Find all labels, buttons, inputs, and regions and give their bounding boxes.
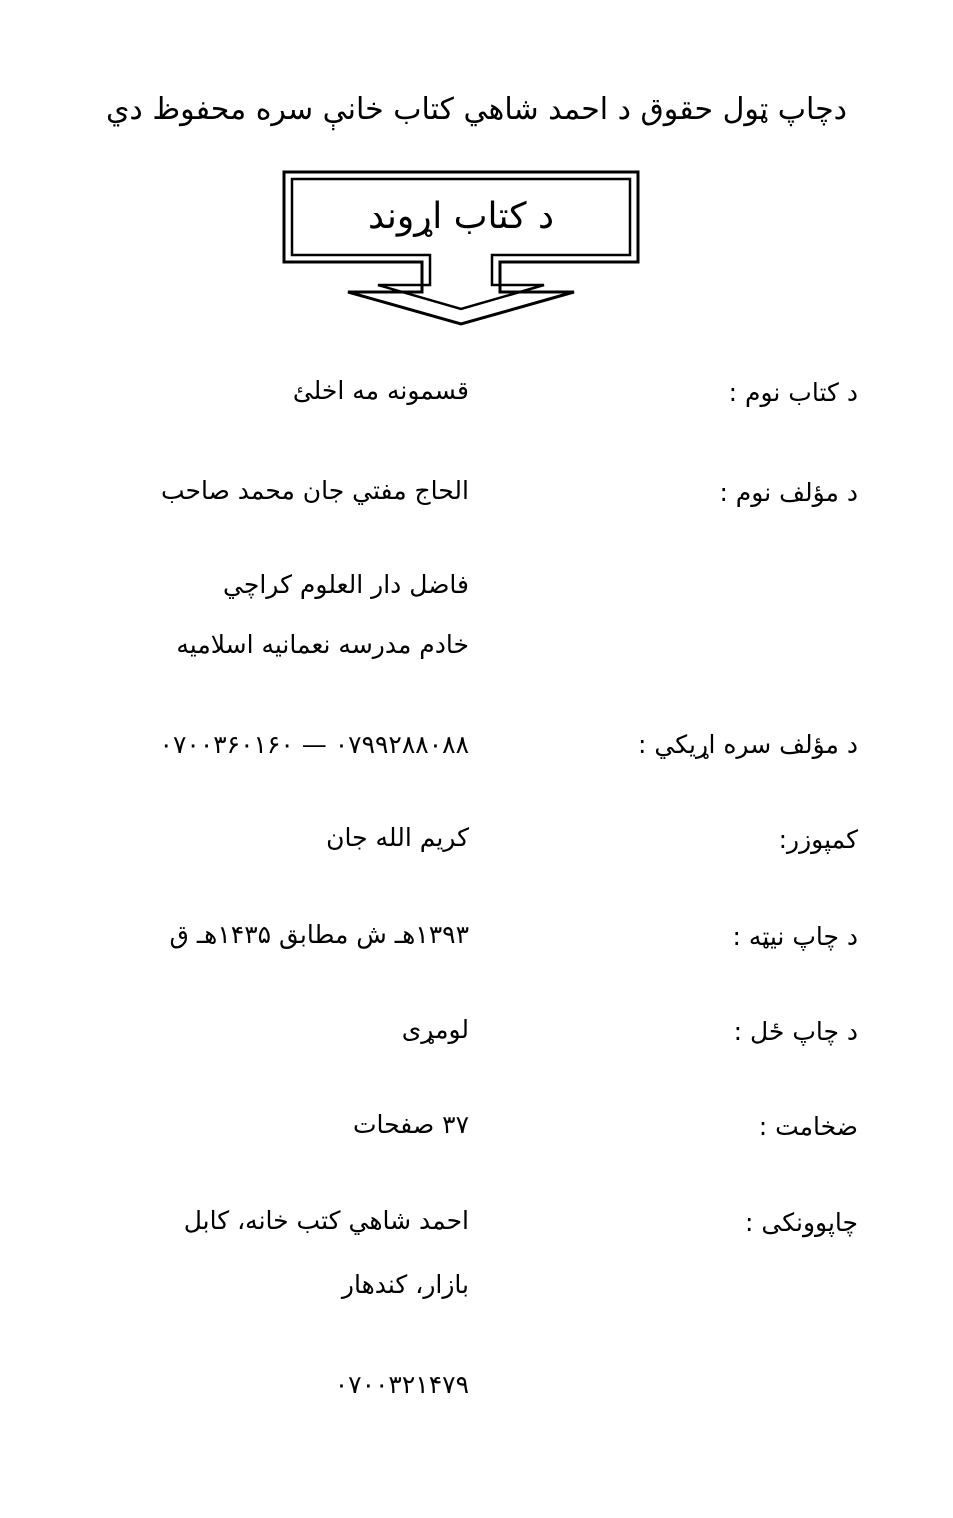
book-name-label: د کتاب نوم : <box>728 378 858 407</box>
copyright-notice: دچاپ ټول حقوق د احمد شاهي کتاب خانې سره محفوظ دي <box>105 92 848 127</box>
author-name-value: الحاج مفتي جان محمد صاحب <box>160 476 469 505</box>
author-contact-label: د مؤلف سره اړیکي : <box>638 730 858 759</box>
composer-label: کمپوزر: <box>778 825 858 854</box>
print-number-value: لومړی <box>401 1015 469 1044</box>
print-date-label: د چاپ نیټه : <box>732 922 858 951</box>
book-name-value: قسمونه مه اخلئ <box>292 376 469 405</box>
arrow-banner-icon <box>278 168 644 328</box>
publisher-label: چاپوونکی : <box>745 1208 858 1237</box>
print-date-value: ۱۳۹۳هـ ش مطابق ۱۴۳۵هـ ق <box>169 920 469 949</box>
publisher-value: احمد شاهي کتب خانه، کابل <box>183 1206 469 1235</box>
author-qualification: فاضل دار العلوم کراچي <box>223 570 469 599</box>
publisher-location: بازار، کندهار <box>341 1270 469 1299</box>
composer-value: کریم الله جان <box>326 823 469 852</box>
author-name-label: د مؤلف نوم : <box>719 478 858 507</box>
volume-label: ضخامت : <box>758 1112 858 1141</box>
print-number-label: د چاپ ځل : <box>733 1017 858 1046</box>
author-position: خادم مدرسه نعمانیه اسلامیه <box>176 630 469 659</box>
author-contact-value: ۰۷۹۹۲۸۸۰۸۸ — ۰۷۰۰۳۶۰۱۶۰ <box>159 730 469 759</box>
banner-title: د کتاب اړوند <box>367 196 554 237</box>
volume-value: ۳۷ صفحات <box>353 1110 469 1139</box>
publisher-phone: ۰۷۰۰۳۲۱۴۷۹ <box>334 1370 469 1399</box>
